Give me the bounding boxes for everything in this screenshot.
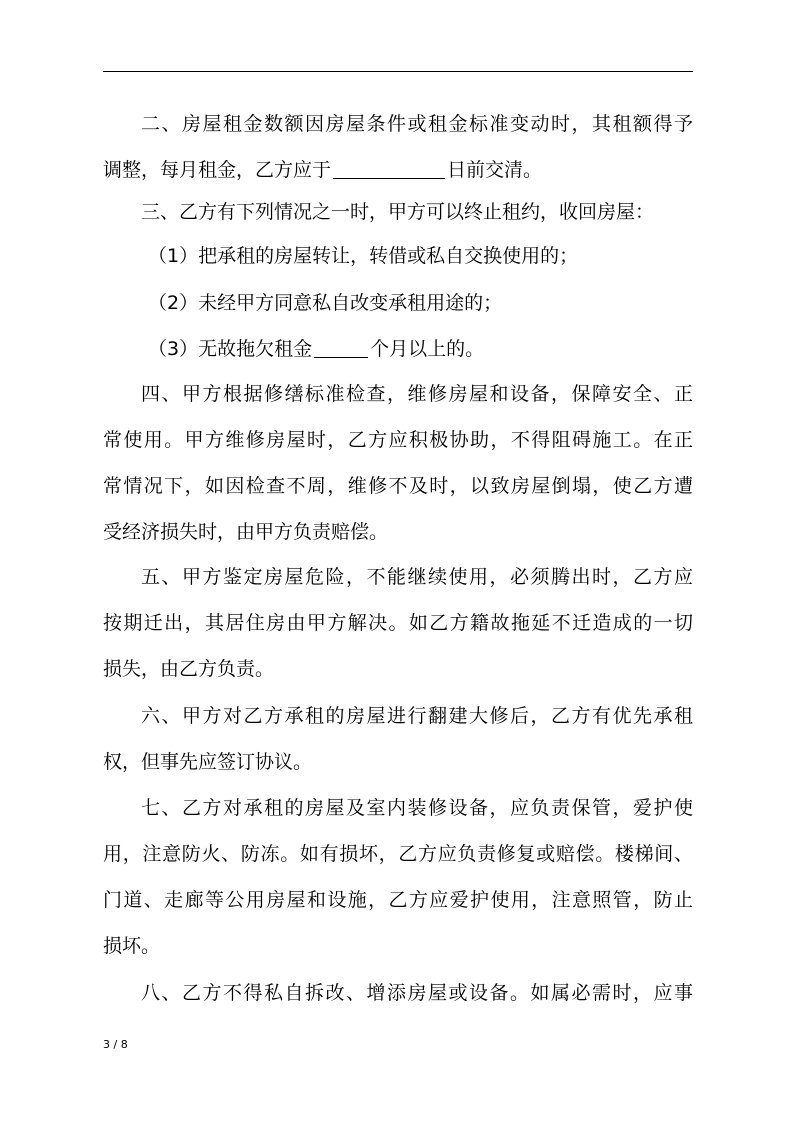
text-line: 四、甲方根据修缮标准检查，维修房屋和设备，保障安全、正 [141,383,693,405]
header-rule [103,71,693,72]
text-line: （2）未经甲方同意私自改变承租用途的； [148,292,503,314]
text-line: 八、乙方不得私自拆改、增添房屋或设备。如属必需时，应事 [141,982,693,1004]
text-line: 权，但事先应签订协议。 [103,751,313,773]
clause-3-item-3 [103,326,693,372]
clause-3-item-2 [103,280,693,326]
text-line: （3）无故拖欠租金 个月以上的。 [148,338,485,360]
text-line: 三、乙方有下列情况之一时，甲方可以终止租约，收回房屋： [141,201,655,223]
clause-3 [103,189,693,235]
blank-field-months [314,337,368,358]
clause-7 [103,785,693,969]
text-line: 按期迁出，其居住房由甲方解决。如乙方籍故拖延不迁造成的一切 [103,612,693,634]
text-line: 损坏。 [103,935,161,957]
clause-2 [103,101,693,193]
clause-8 [103,970,693,1016]
text-line: 门道、走廊等公用房屋和设施，乙方应爱护使用，注意照管，防止 [103,889,693,911]
text-line: 调整，每月租金，乙方应于 日前交清。 [103,159,543,181]
text-line: 损失，由乙方负责。 [103,658,275,680]
text-line: 七、乙方对承租的房屋及室内装修设备，应负责保管，爱护使 [141,797,693,819]
text-line: （1）把承租的房屋转让，转借或私自交换使用的； [148,245,579,267]
page-number: 3 / 8 [103,1038,128,1051]
clause-4 [103,371,693,555]
clause-6 [103,693,693,785]
clause-3-item-1 [103,233,693,279]
clause-5 [103,554,693,692]
text-line: 六、甲方对乙方承租的房屋进行翻建大修后，乙方有优先承租 [141,705,693,727]
text-line: 常使用。甲方维修房屋时，乙方应积极协助，不得阻碍施工。在正 [103,429,693,451]
text-line: 常情况下，如因检查不周，维修不及时，以致房屋倒塌，使乙方遭 [103,475,693,497]
text-line: 用，注意防火、防冻。如有损坏，乙方应负责修复或赔偿。楼梯间、 [103,843,693,865]
blank-field-rent-day [333,158,445,179]
text-line: 二、房屋租金数额因房屋条件或租金标准变动时，其租额得予 [141,113,693,135]
text-line: 受经济损失时，由甲方负责赔偿。 [103,521,389,543]
text-line: 五、甲方鉴定房屋危险，不能继续使用，必须腾出时，乙方应 [141,566,693,588]
